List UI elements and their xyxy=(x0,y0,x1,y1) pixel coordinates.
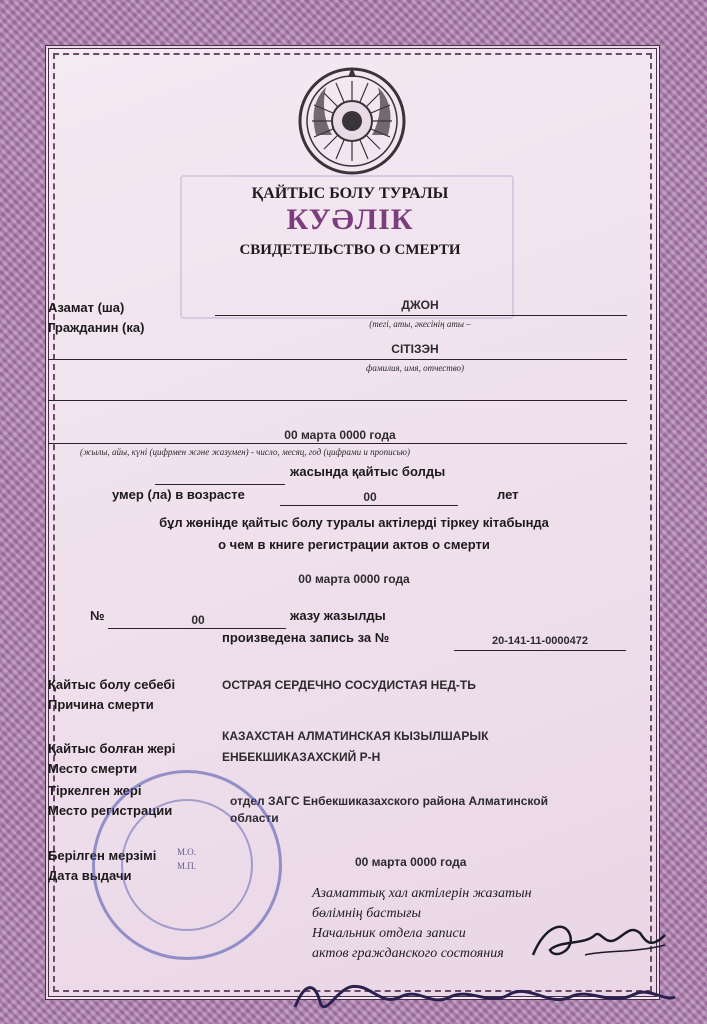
citizen-label-kz: Азамат (ша) xyxy=(48,300,125,315)
citizen-third-line xyxy=(48,400,627,401)
age-kz-line xyxy=(155,484,285,485)
stamp-mark: М.О. М.П. xyxy=(177,847,197,871)
issue-label-kz: Берілген мерзімі xyxy=(48,848,157,863)
death-date-line xyxy=(48,443,627,444)
title-kz: ҚАЙТЫС БОЛУ ТУРАЛЫ xyxy=(251,185,449,202)
age-label-kz: жасында қайтыс болды xyxy=(290,464,446,479)
signature-line2: бөлімнің бастығы xyxy=(312,906,422,921)
citizen-second-note: фамилия, имя, отчество) xyxy=(365,363,465,373)
registration-value-line1: отдел ЗАГС Енбекшиказахского района Алматинской xyxy=(230,794,548,808)
place-value-line2: ЕНБЕКШИКАЗАХСКИЙ Р-Н xyxy=(222,750,381,764)
place-label-kz: Қайтыс болған жері xyxy=(48,741,176,756)
registry-line-kz: бұл жөнінде қайтыс болу туралы актілерді тіркеу кітабында xyxy=(159,515,549,530)
emblem-icon xyxy=(296,65,408,177)
age-value: 00 xyxy=(363,490,377,504)
registration-value-line2: области xyxy=(230,811,279,825)
issue-date-value: 00 марта 0000 года xyxy=(355,855,467,869)
citizen-second-line xyxy=(48,359,627,360)
registry-record-kz: жазу жазылды xyxy=(290,608,386,623)
signature-line3: Начальник отдела записи xyxy=(312,926,466,941)
citizen-first-line xyxy=(215,315,627,316)
issue-label-ru: Дата выдачи xyxy=(48,868,132,883)
registry-record-ru: произведена запись за № xyxy=(222,630,390,645)
age-line xyxy=(280,505,458,506)
registry-record-number: 20-141-11-0000472 xyxy=(491,635,589,647)
official-stamp xyxy=(92,770,282,960)
cause-label-ru: Причина смерти xyxy=(48,697,154,712)
age-label-ru: умер (ла) в возрасте xyxy=(112,487,245,502)
signature-line4: актов гражданского состояния xyxy=(312,946,504,961)
registration-label-ru: Место регистрации xyxy=(48,803,173,818)
cause-label-kz: Қайтыс болу себебі xyxy=(48,677,176,692)
registry-date: 00 марта 0000 года xyxy=(298,572,410,586)
handwritten-signature-icon xyxy=(525,915,675,970)
registry-record-line xyxy=(454,650,626,651)
registry-number-value: 00 xyxy=(191,613,205,627)
registry-line-ru: о чем в книге регистрации актов о смерти xyxy=(218,537,490,552)
citizen-first-value: ДЖОН xyxy=(401,298,439,312)
cause-value: ОСТРАЯ СЕРДЕЧНО СОСУДИСТАЯ НЕД-ТЬ xyxy=(222,678,476,692)
title-ru: СВИДЕТЕЛЬСТВО О СМЕРТИ xyxy=(239,242,461,258)
citizen-first-note: (тегі, аты, әкесінің аты – xyxy=(369,319,471,329)
title-main: КУӘЛІК xyxy=(286,203,414,236)
citizen-label-ru: Гражданин (ка) xyxy=(48,320,145,335)
citizen-second-value: СІТІЗЭН xyxy=(391,342,439,356)
age-unit: лет xyxy=(497,487,519,502)
bottom-signature-icon xyxy=(290,972,680,1022)
registration-label-kz: Тіркелген жері xyxy=(48,783,142,798)
signature-line1: Азаматтық хал актілерін жазатын xyxy=(312,886,532,901)
place-value-line1: КАЗАХСТАН АЛМАТИНСКАЯ КЫЗЫЛШАРЫК xyxy=(222,729,489,743)
registry-number-label: № xyxy=(90,608,105,623)
death-date-note: (жылы, айы, күні (цифрмен және жазумен) - число, месяц, год (цифрами и прописью) xyxy=(80,447,411,457)
death-date-value: 00 марта 0000 года xyxy=(284,428,396,442)
registry-number-line xyxy=(108,628,286,629)
place-label-ru: Место смерти xyxy=(48,761,138,776)
